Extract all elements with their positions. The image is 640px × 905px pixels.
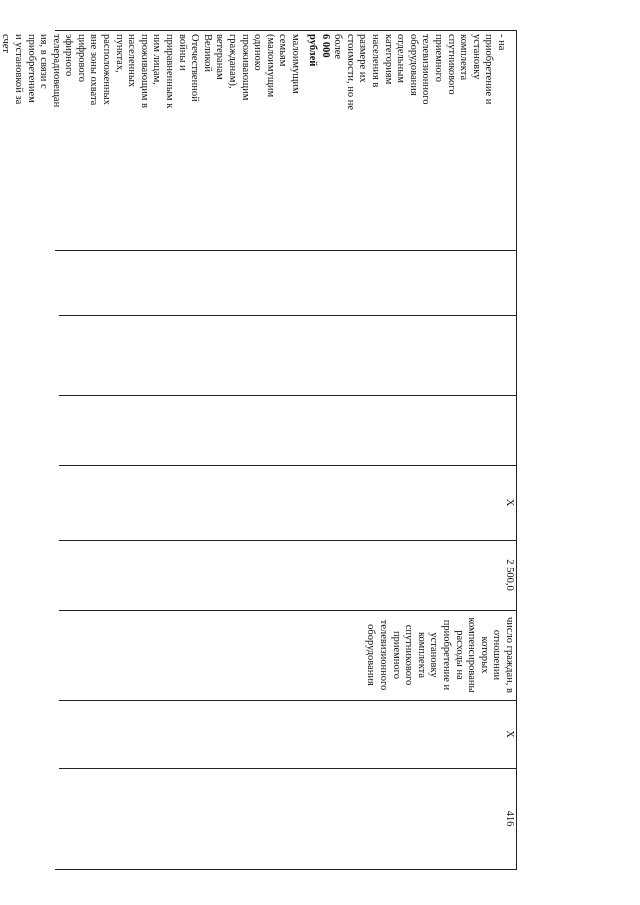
column-divider	[59, 610, 517, 611]
recipients-line: приравненным к	[164, 34, 176, 109]
recipients-line: ним лицам,	[151, 34, 163, 85]
row-border-top	[516, 30, 517, 870]
column-divider	[59, 768, 517, 769]
indicator-line: которых	[478, 636, 490, 674]
indicator-line: телевизионного	[378, 619, 390, 691]
recipients-line: семьям	[277, 34, 289, 67]
description-line: спутникового	[445, 34, 457, 95]
recipients-line: приобретением	[25, 34, 37, 103]
indicator-line: отношении	[491, 629, 503, 681]
description-cell	[306, 34, 508, 244]
indicator-line: спутникового	[403, 624, 415, 686]
recipients-line: и установкой за	[12, 34, 24, 105]
amount-cell: 2 500,0	[504, 559, 515, 591]
indicator-line: оборудования	[365, 624, 377, 686]
recipients-line: малоимущим	[290, 34, 301, 94]
description-line: оборудования	[407, 34, 419, 96]
recipients-line: эфирного	[63, 34, 75, 77]
description-line: приобретение и	[483, 34, 495, 105]
indicator-cell	[364, 613, 515, 697]
column-divider	[59, 700, 517, 701]
table-border-left	[55, 30, 517, 31]
column-divider	[55, 250, 517, 251]
column-divider	[59, 540, 517, 541]
description-line: населения в	[370, 34, 382, 88]
indicator-line: компенсированы	[466, 617, 478, 693]
column-divider	[59, 465, 517, 466]
recipients-line: одиноко	[252, 34, 264, 71]
recipients-line: гражданам),	[227, 34, 239, 89]
description-line: стоимости, но не	[344, 34, 356, 111]
description-line: отдельным	[395, 34, 407, 83]
description-unit: рублей	[307, 34, 319, 67]
column-divider	[59, 315, 517, 316]
recipients-line: ия, в связи с	[38, 34, 50, 89]
recipients-line: вне зоны охвата	[88, 34, 100, 106]
description-line: более	[332, 34, 344, 60]
rotated-table	[0, 30, 517, 870]
description-line: - на	[496, 34, 507, 51]
column-divider	[59, 395, 517, 396]
x-mark-cell-2: Х	[504, 730, 515, 738]
indicator-line: расходы на	[453, 630, 465, 680]
table-border-right	[55, 869, 517, 870]
x-mark-cell: Х	[504, 498, 515, 507]
description-line: установку	[470, 34, 482, 80]
count-cell: 416	[504, 810, 515, 827]
description-line: категориям	[382, 34, 394, 85]
recipients-line: цифрового	[75, 34, 87, 82]
description-line: приемного	[433, 34, 445, 82]
description-amount: 6 000	[319, 34, 331, 58]
recipients-line: пунктах,	[113, 34, 125, 73]
indicator-line: приобретение и	[441, 619, 453, 691]
recipients-cell	[0, 34, 301, 244]
recipients-line: (малоимущим	[264, 34, 276, 98]
indicator-line: приемного	[390, 631, 402, 679]
description-line: комплекта	[458, 34, 470, 81]
indicator-line: установку	[428, 632, 440, 678]
indicator-line: комплекта	[415, 631, 427, 679]
recipients-line: счет	[0, 34, 12, 53]
recipients-line: населенных	[126, 34, 138, 88]
description-line: размере их	[357, 34, 369, 83]
recipients-line: Отечественной	[189, 34, 201, 102]
recipients-line: войны и	[176, 34, 188, 71]
recipients-line: проживающим в	[138, 34, 150, 108]
description-line: телевизионного	[420, 34, 432, 105]
recipients-line: расположенных	[101, 34, 113, 105]
recipients-line: телерадиовещан	[50, 34, 62, 108]
indicator-line: число граждан, в	[504, 617, 515, 693]
recipients-line: ветеранам	[214, 34, 226, 80]
recipients-line: проживающим	[239, 34, 251, 101]
recipients-line: Великой	[201, 34, 213, 72]
